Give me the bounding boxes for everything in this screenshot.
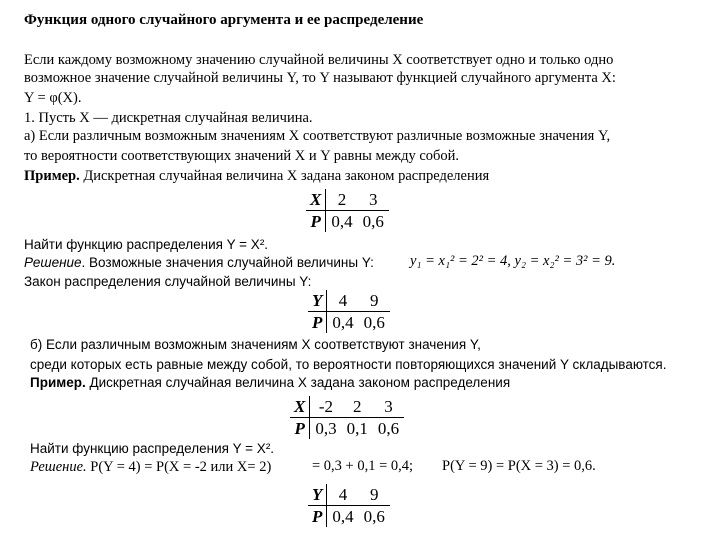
table-cell: 0,6 (363, 506, 385, 526)
example-text: Дискретная случайная величина X задана законом распределения (79, 168, 490, 184)
part-a-formula: y₁ = x₁² = 2² = 4, y₂ = x₂² = 3² = 9. (410, 253, 616, 269)
table-cell: 0,6 (363, 312, 385, 332)
part-b-line-2: среди которых есть равные между собой, то вероятности повторяющихся значений Y складываются. (30, 357, 667, 372)
example-text: Дискретная случайная величина X задана законом распределения (85, 375, 511, 390)
table-cell: 2 (342, 396, 373, 418)
table-cell: -2 (310, 396, 342, 418)
table-header-p: P (306, 211, 326, 233)
table-header-x: X (290, 396, 310, 418)
part-a-line-2: то вероятности соответствующих значений X и Y равны между собой. (24, 148, 460, 164)
distribution-table-x (290, 396, 404, 439)
solution-label: Решение. (30, 459, 87, 475)
table-cell: 4 (327, 290, 359, 312)
part-b-solution-sum: = 0,3 + 0,1 = 0,4; (312, 458, 414, 474)
part-a-solution (24, 254, 374, 271)
table-header-p: P (308, 312, 327, 334)
table-cell: 0,4 (332, 312, 354, 332)
intro-line-2: возможное значение случайной величины Y, то Y называют функцией случайного аргумента X: (24, 70, 616, 86)
intro-line-4: 1. Пусть X — дискретная случайная величина. (24, 110, 313, 126)
table-cell: 3 (358, 189, 389, 211)
table-header-x: X (306, 189, 326, 211)
table-cell: 9 (359, 290, 390, 312)
intro-line-3: Y = φ(X). (24, 90, 82, 106)
table-header-y: Y (308, 290, 327, 312)
example-label: Пример. (24, 168, 80, 184)
part-b-example (30, 374, 510, 391)
table-cell: 0,6 (362, 211, 384, 231)
solution-a: P(Y = 4) = P(X = -2 или X= 2) (86, 459, 272, 475)
intro-line-1: Если каждому возможному значению случайной величины X соответствует одно и только одно (24, 52, 614, 68)
table-cell: 0,6 (377, 418, 400, 438)
table-cell: 3 (373, 396, 404, 418)
table-cell: 0,1 (346, 418, 368, 438)
part-a-task: Найти функцию распределения Y = X². (24, 237, 269, 252)
distribution-table-x (306, 189, 389, 232)
table-cell: 2 (326, 189, 358, 211)
part-b-solution (30, 459, 271, 476)
solution-label: Решение (24, 255, 82, 270)
part-b-solution-y9: P(Y = 9) = P(X = 3) = 0,6. (442, 458, 596, 474)
part-b-line-1: б) Если различным возможным значениям X соответствуют значения Y, (30, 337, 481, 352)
distribution-table-y (308, 290, 390, 333)
part-b-task: Найти функцию распределения Y = X². (30, 441, 275, 456)
distribution-table-y (308, 484, 390, 527)
table-header-y: Y (308, 484, 327, 506)
part-a-example (24, 168, 489, 185)
table-cell: 0,4 (331, 211, 353, 231)
solution-text: . Возможные значения случайной величины Y: (81, 255, 374, 270)
table-header-p: P (290, 418, 310, 440)
part-a-law: Закон распределения случайной величины Y: (24, 274, 312, 289)
table-cell: 0,4 (332, 506, 354, 526)
part-a-line-1: а) Если различным возможным значениям X соответствуют различные возможные значения Y, (24, 128, 611, 144)
table-cell: 4 (327, 484, 359, 506)
table-cell: 9 (359, 484, 390, 506)
table-header-p: P (308, 506, 327, 528)
page-title: Функция одного случайного аргумента и ее распределение (24, 12, 424, 28)
example-label: Пример. (30, 375, 86, 390)
table-cell: 0,3 (315, 418, 337, 438)
